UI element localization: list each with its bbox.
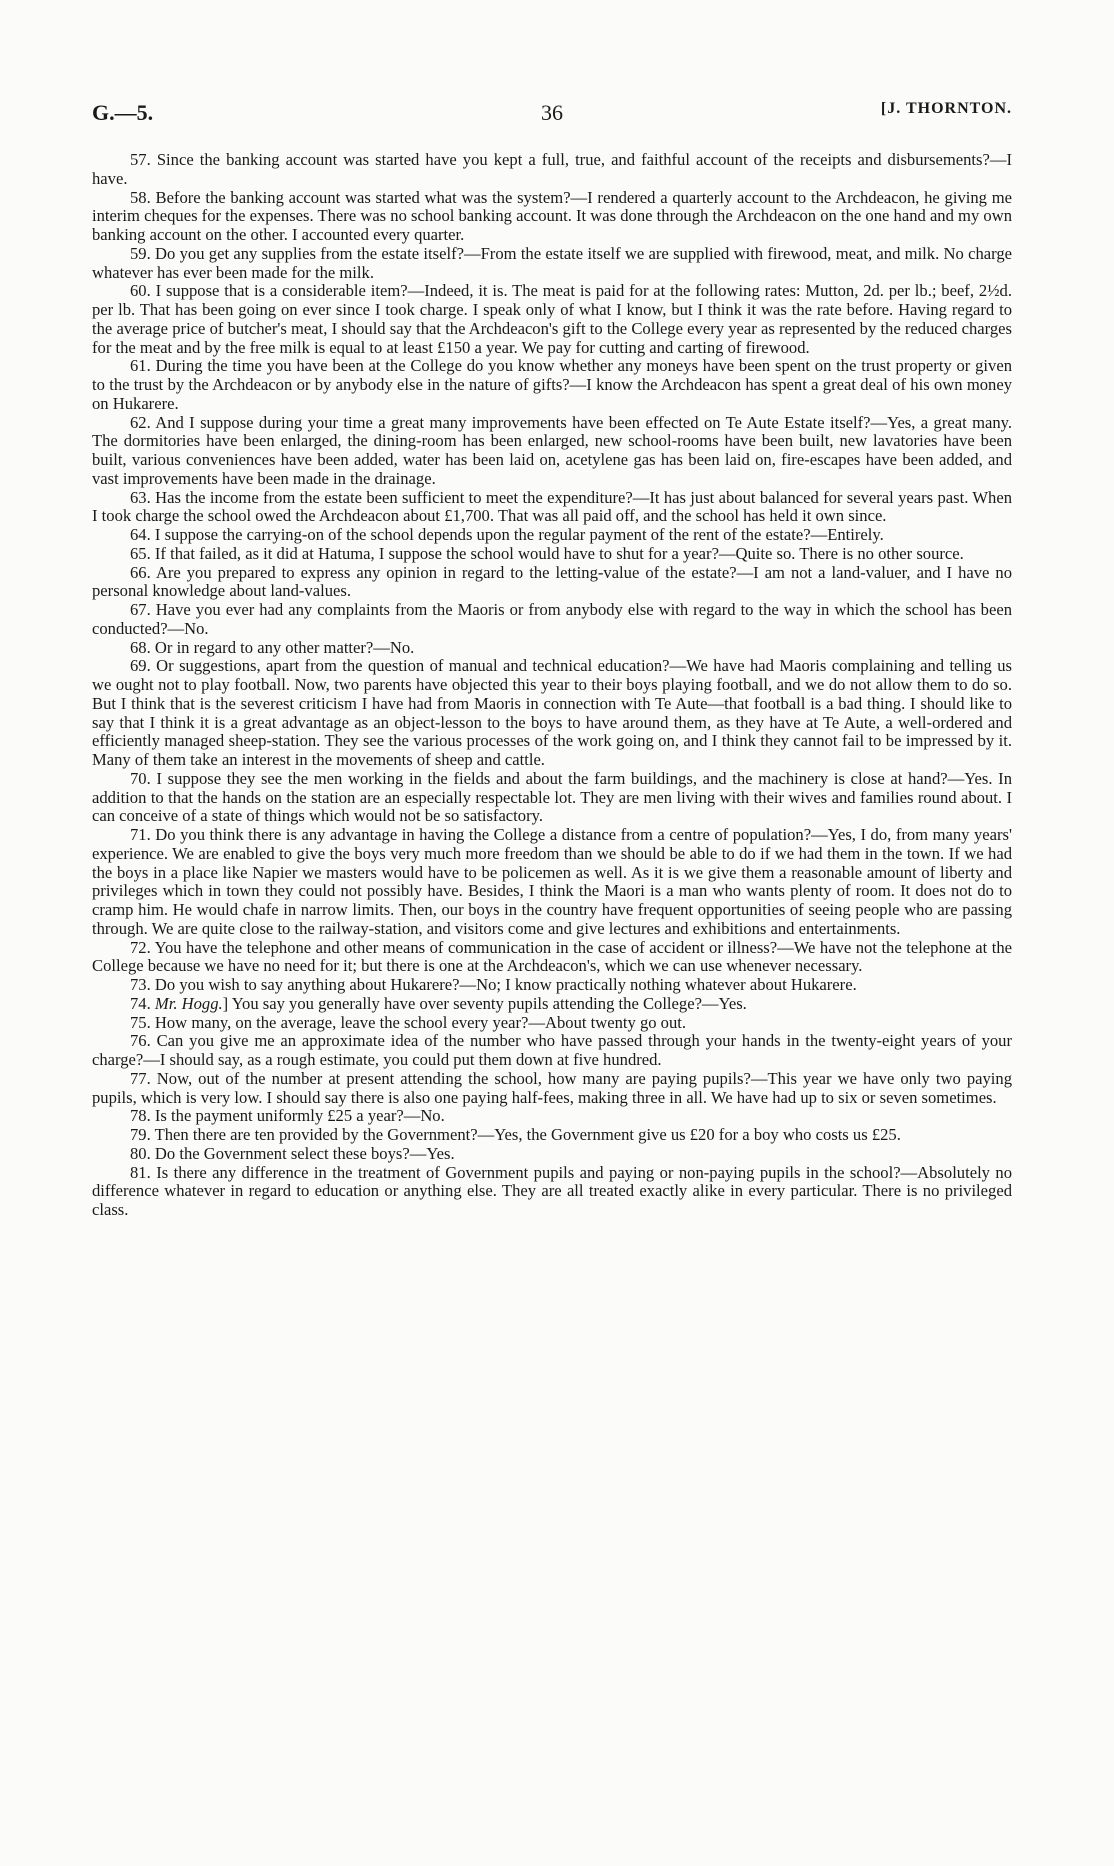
question-number: 76. [130,1031,151,1051]
question-paragraph [92,770,1012,826]
question-paragraph [92,545,1012,564]
question-number: 68. [130,637,151,657]
question-answer-text: Do you get any supplies from the estate itself?—From the estate itself we are supplied with firewood, meat, and milk. No charge whatever has ever been made for the milk. [92,243,1012,282]
question-number: 73. [130,975,151,994]
question-answer-text: Or in regard to any other matter?—No. [154,637,415,657]
question-paragraph [92,357,1012,413]
evidence-transcript [92,151,1012,1220]
question-paragraph [92,826,1012,939]
witness-name: [J. THORNTON. [880,100,1012,117]
question-answer-text: Or suggestions, apart from the question of manual and technical education?—We have had Maoris complaining and telling us we ought not to play football. Now, two parents have objected this year to their boys playing football, and we do not allow them to do so. But I think that is the severest criticism I have had from Maoris in connection with Te Aute—that football is a bad thing. I should like to say that I think it is a great advantage as an object-lesson to the boys to have around them, as they have at Te Aute, a well-ordered and efficiently managed sheep-station. They see the various processes of the work going on, and I think they cannot fail to be impressed by it. Many of them take an interest in the movements of sheep and cattle. [92,656,1012,769]
question-paragraph [92,639,1012,658]
question-answer-text: Has the income from the estate been sufficient to meet the expenditure?—It has just about balanced for several years past. When I took charge the school owed the Archdeacon about £1,700. That was all paid off, and the school has held it own since. [92,487,1012,526]
question-number: 66. [130,562,151,582]
question-number: 69. [130,656,151,676]
question-answer-text: Since the banking account was started have you kept a full, true, and faithful account of the receipts and disbursements?—I have. [92,150,1012,188]
question-paragraph [92,1014,1012,1033]
question-number: 59. [130,243,151,263]
question-answer-text: Do you think there is any advantage in having the College a distance from a centre of population?—Yes, I do, from many years' experience. We are enabled to give the boys very much more freedom than we should be able to do if we had them in the town. If we had the boys in a place like Napier we masters would have to be policemen as well. As it is we give them a reasonable amount of liberty and privileges which in town they could not possibly have. Besides, I think the Maori is a man who wants plenty of room. It does not do to cramp him. He would chafe in narrow limits. Then, our boys in the country have frequent opportunities of seeing people who are passing through. We are quite close to the railway-station, and visitors come and give lectures and exhibitions and entertainments. [92,825,1013,938]
question-answer-text: Have you ever had any complaints from the Maoris or from anybody else with regard to the way in which the school has been conducted?—No. [92,600,1012,638]
speaker-name: Mr. Hogg. [154,993,223,1013]
question-number: 57. [130,150,151,169]
question-number: 70. [130,768,151,788]
document-reference: G.—5. [92,100,154,125]
question-answer-text: Before the banking account was started what was the system?—I rendered a quarterly account to the Archdeacon, he giving me interim cheques for the expenses. There was no school banking account. It was done through the Archdeacon on the one hand and my own banking account on the other. I accounted every quarter. [92,187,1012,244]
question-answer-text: You have the telephone and other means of communication in the case of accident or illness?—We have not the telephone at the College because we have no need for it; but there is one at the Archdeacon's, which we can use whenever necessary. [92,937,1012,976]
question-answer-text: Do the Government select these boys?—Yes. [154,1143,455,1163]
page-header [92,100,1012,130]
question-answer-text: I suppose that is a considerable item?—Indeed, it is. The meat is paid for at the following rates: Mutton, 2d. per lb.; beef, 2½d. per lb. That has been going on ever since I took charge. I speak only of what I know, but I think it was the rate before. Having regard to the average price of butcher's meat, I should say that the Archdeacon's gift to the College every year as represented by the reduced charges for the meat and by the free milk is equal to at least £150 a year. We pay for cutting and carting of firewood. [92,281,1012,357]
question-answer-text: I suppose the carrying-on of the school depends upon the regular payment of the rent of the estate?—Entirely. [154,525,884,544]
question-paragraph [92,601,1012,639]
question-paragraph [92,1107,1012,1126]
question-number: 64. [130,525,151,544]
question-answer-text: Now, out of the number at present attending the school, how many are paying pupils?—This year we have only two paying pupils, which is very low. I should say there is also one paying half-fees, making three in all. We have had up to six or seven sometimes. [92,1068,1012,1107]
question-paragraph [92,995,1012,1014]
question-paragraph [92,1126,1012,1145]
question-paragraph [92,245,1012,283]
question-paragraph [92,414,1012,489]
question-answer-text: Do you wish to say anything about Hukarere?—No; I know practically nothing whatever about Hukarere. [154,975,857,994]
question-paragraph [92,1145,1012,1164]
question-answer-text: Is there any difference in the treatment of Government pupils and paying or non-paying pupils in the school?—Absolutely no difference whatever in regard to education or anything else. They are all treated exactly alike in every particular. There is no privileged class. [92,1162,1012,1219]
question-number: 65. [130,543,151,563]
question-paragraph [92,657,1012,770]
question-number: 62. [130,412,151,432]
page-number: 36 [541,100,563,125]
question-number: 78. [130,1106,151,1126]
question-number: 80. [130,1143,151,1163]
question-number: 75. [130,1012,151,1032]
question-paragraph [92,151,1012,189]
question-paragraph [92,1070,1012,1108]
question-paragraph [92,526,1012,545]
question-number: 67. [130,600,151,619]
question-answer-text: Then there are ten provided by the Government?—Yes, the Government give us £20 for a boy who costs us £25. [154,1125,901,1144]
question-answer-text: How many, on the average, leave the school every year?—About twenty go out. [154,1012,687,1032]
question-number: 74. [130,993,151,1013]
question-paragraph [92,939,1012,977]
question-number: 71. [130,825,151,844]
question-answer-text: And I suppose during your time a great many improvements have been effected on Te Aute Estate itself?—Yes, a great many. The dormitories have been enlarged, the dining-room has been enlarged, new school-rooms have been built, new lavatories have been built, various conveniences have been added, water has been laid on, acetylene gas has been laid on, fire-escapes have been added, and vast improvements have been made in the drainage. [92,412,1012,488]
question-answer-text: ] You say you generally have over seventy pupils attending the College?—Yes. [222,993,747,1013]
question-number: 79. [130,1125,151,1144]
question-answer-text: Are you prepared to express any opinion in regard to the letting-value of the estate?—I am not a land-valuer, and I have no personal knowledge about land-values. [92,562,1012,601]
question-paragraph [92,976,1012,995]
question-answer-text: During the time you have been at the College do you know whether any moneys have been spent on the trust property or given to the trust by the Archdeacon or by anybody else in the nature of gifts?—I know the Archdeacon has spent a great deal of his own money on Hukarere. [92,356,1012,413]
question-paragraph [92,1032,1012,1070]
question-paragraph [92,564,1012,602]
question-number: 63. [130,487,151,507]
question-answer-text: I suppose they see the men working in the fields and about the farm buildings, and the machinery is close at hand?—Yes. In addition to that the hands on the station are an especially respectable lot. They are men living with their wives and families round about. I can conceive of a state of things which would not be so satisfactory. [92,768,1013,826]
question-paragraph [92,189,1012,245]
question-answer-text: Is the payment uniformly £25 a year?—No. [154,1106,445,1126]
question-number: 81. [130,1162,151,1182]
question-number: 72. [130,937,151,957]
question-number: 58. [130,187,151,207]
question-answer-text: Can you give me an approximate idea of the number who have passed through your hands in the twenty-eight years of your charge?—I should say, as a rough estimate, you could put them down at five hundred. [92,1031,1012,1069]
question-number: 77. [130,1068,151,1088]
question-paragraph [92,1164,1012,1220]
question-number: 60. [130,281,151,301]
question-answer-text: If that failed, as it did at Hatuma, I suppose the school would have to shut for a year?—Quite so. There is no other source. [154,543,964,563]
question-paragraph [92,489,1012,527]
question-paragraph [92,282,1012,357]
question-number: 61. [130,356,151,376]
